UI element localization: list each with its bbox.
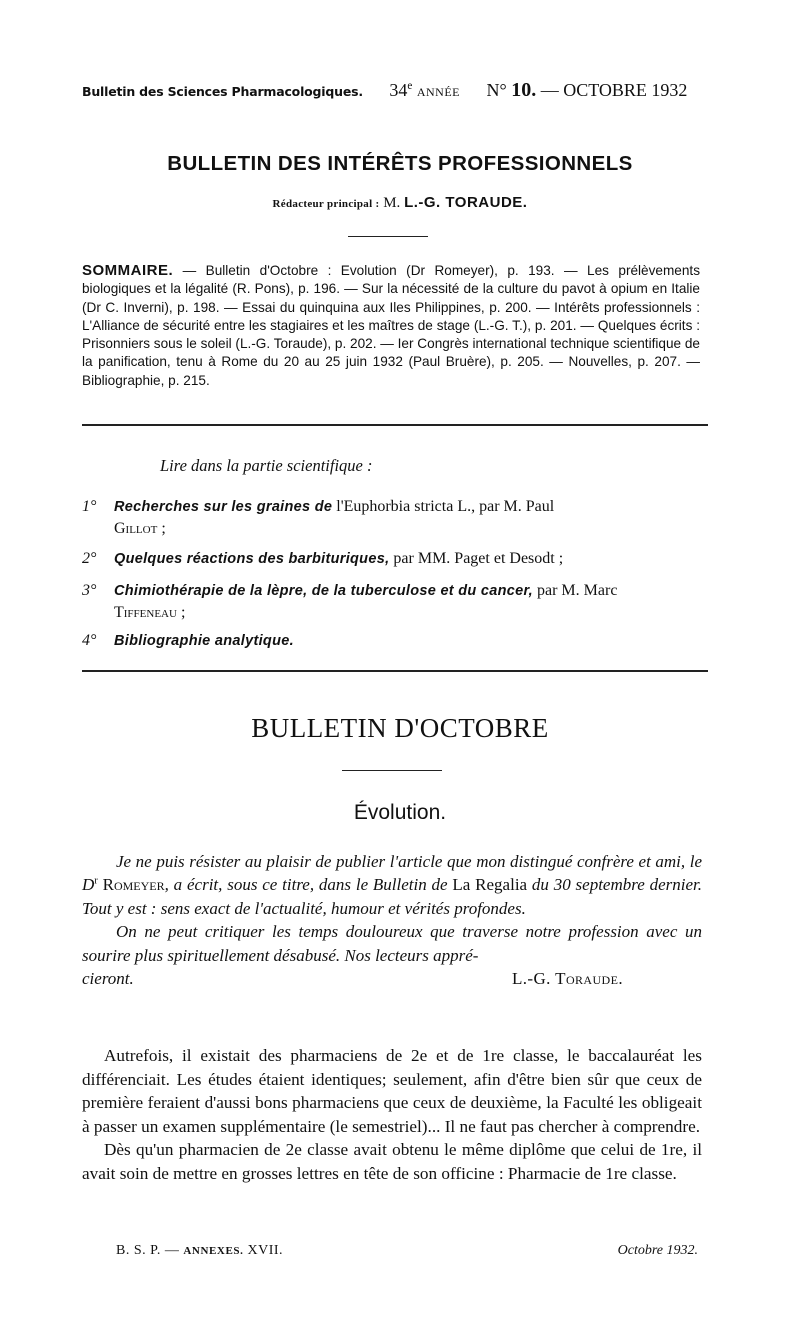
note-paragraph: Je ne puis résister au plaisir de publier l'article que mon distingué confrère et ami, le $D^r$ Romeyer, a écrit, sous ce titre, dans le Bulletin de La Regalia du 30 septembre dernier. Tout y est : sens exact de l'actualité, humour et vérités profondes. [82, 852, 702, 918]
editor-label: Rédacteur principal : [272, 198, 380, 210]
item-author: par M. Marc [537, 582, 618, 599]
journal-name: Bulletin des Sciences Pharmacologiques. [82, 84, 363, 99]
running-header [82, 80, 707, 102]
item-author-cont: Tiffeneau ; [114, 604, 186, 621]
editorial-note [82, 850, 702, 990]
divider [82, 670, 708, 672]
article-body [82, 1044, 702, 1186]
note-paragraph: On ne peut critiquer les temps douloureux que traverse notre profession avec un sourire plus spirituellement désabusé. Nos lecteurs appré- [82, 922, 702, 965]
table-of-contents [82, 262, 700, 390]
item-title: Chimiothérapie de la lèpre, de la tuberculose et du cancer, [114, 583, 533, 599]
footer-reference: B. S. P. — ANNEXES. XVII. [116, 1243, 284, 1258]
item-title: Quelques réactions des barbituriques, [114, 551, 390, 567]
item-author: par MM. Paget et Desodt ; [393, 550, 564, 567]
journal-year: 34e ANNÉE [389, 80, 461, 100]
article-title: Évolution. [353, 801, 447, 824]
signature-line: cieront. L.-G. Toraude. [82, 967, 702, 990]
editor-line [0, 194, 800, 212]
signature: L.-G. Toraude. [512, 969, 623, 989]
divider [82, 424, 708, 426]
sommaire-heading: SOMMAIRE. [82, 262, 174, 279]
item-author: l'Euphorbia stricta L., par M. Paul [336, 498, 555, 515]
item-author-cont: Gillot ; [114, 520, 166, 537]
scientific-part-heading: Lire dans la partie scientifique : [160, 456, 373, 475]
short-divider [348, 236, 428, 237]
sommaire-text: — Bulletin d'Octobre : Evolution (Dr Romeyer), p. 193. — Les prélèvements biologiques et la légalité (R. Pons), p. 196. — Sur la nécessité de la culture du pavot à opium en Italie (Dr C. Inverni), p. 198. — Essai du quinquina aux Iles Philippines, p. 200. — Intérêts professionnels : L'Alliance de sécurité entre les stagiaires et les maîtres de stage (L.-G. T.), p. 201. — Quelques écrits : Prisonniers sous le soleil (L.-G. Toraude), p. 202. — Ier Congrès international technique scientifique de la panification, tenu à Rome du 20 au 25 juin 1932 (Paul Bruère), p. 205. — Nouvelles, p. 207. — Bibliographie, p. 215. [82, 263, 700, 388]
editor-prefix: M. [383, 195, 401, 211]
body-paragraph: Dès qu'un pharmacien de 2e classe avait obtenu le même diplôme que celui de 1re, il avait soin de mettre en grosses lettres en tête de son officine : Pharmacie de 1re classe. [82, 1140, 702, 1183]
section-title: BULLETIN DES INTÉRÊTS PROFESSIONNELS [167, 152, 633, 175]
item-title: Bibliographie analytique. [114, 633, 294, 649]
issue-number: N° 10. — OCTOBRE 1932 [486, 79, 688, 101]
document-page: Bulletin des Sciences Pharmacologiques. 34e ANNÉE N° 10. — OCTOBRE 1932 BULLETIN DES INTÉRÊTS PROFESSIONNELS Rédacteur principal : M. L.-G. TORAUDE. SOMMAIRE. — Bulletin d'Octobre : Evolution (Dr Romeyer), p. 193. — Les prélèvements biologiques et la légalité (R. Pons), p. 196. — Sur la nécessité de la culture du pavot à opium en Italie (Dr C. Inverni), p. 198. — Essai du quinquina aux Iles Philippines, p. 200. — Intérêts professionnels : L'Alliance de sécurité entre les stagiaires et les maîtres de stage (L.-G. T.), p. 201. — Quelques écrits : Prisonniers sous le soleil (L.-G. Toraude), p. 202. — Ier Congrès international technique scientifique de la panification, tenu à Rome du 20 au 25 juin 1932 (Paul Bruère), p. 205. — Nouvelles, p. 207. — Bibliographie, p. 215. Lire dans la partie scientifique : 1° Recherches sur les graines de l'Euphorbia stricta L., par M. Paul Gillot ; 2° Quelques réactions des barbituriques, par MM. Paget et Desodt ; 3° Chimiothérapie de la lèpre, de la tuberculose et du cancer, par M. Marc Tiffeneau ; 4° Bibliographie analytique. BULLETIN D'OCTOBRE Évolution. Je ne puis résister au plaisir de publier l'article que mon distingué confrère et ami, le $D^r$ Romeyer, a écrit, sous ce titre, dans le Bulletin de La Regalia du 30 septembre dernier. Tout y est : sens exact de l'actualité, humour et vérités profondes. On ne peut critiquer les temps douloureux que traverse notre profession avec un sourire plus spirituellement désabusé. Nos lecteurs appré- cieront. L.-G. Toraude. Autrefois, il existait des pharmaciens de 2e et de 1re classe, le baccalauréat les différenciait. Les études étaient identiques; seulement, afin d'être bien sûr que ceux de première feraient d'aussi bons pharmaciens que ceux de deuxième, la Faculté les obligeait à passer un examen supplémentaire (le semestriel)... Il ne faut pas chercher à comprendre. Dès qu'un pharmacien de 2e classe avait obtenu le même diplôme que celui de 1re, il avait soin de mettre en grosses lettres en tête de son officine : Pharmacie de 1re classe. B. S. P. — ANNEXES. XVII. Octobre 1932. [0, 0, 800, 1343]
body-paragraph: Autrefois, il existait des pharmaciens de 2e et de 1re classe, le baccalauréat les différenciait. Les études étaient identiques; seulement, afin d'être bien sûr que ceux de première feraient d'aussi bons pharmaciens que ceux de deuxième, la Faculté les obligeait à passer un examen supplémentaire (le semestriel)... Il ne faut pas chercher à comprendre. [82, 1046, 702, 1136]
editor-name: L.-G. TORAUDE. [404, 194, 528, 211]
footer-date: Octobre 1932. [617, 1243, 698, 1258]
short-divider [342, 770, 442, 771]
item-title: Recherches sur les graines de [114, 499, 333, 515]
bulletin-title: BULLETIN D'OCTOBRE [251, 713, 549, 743]
